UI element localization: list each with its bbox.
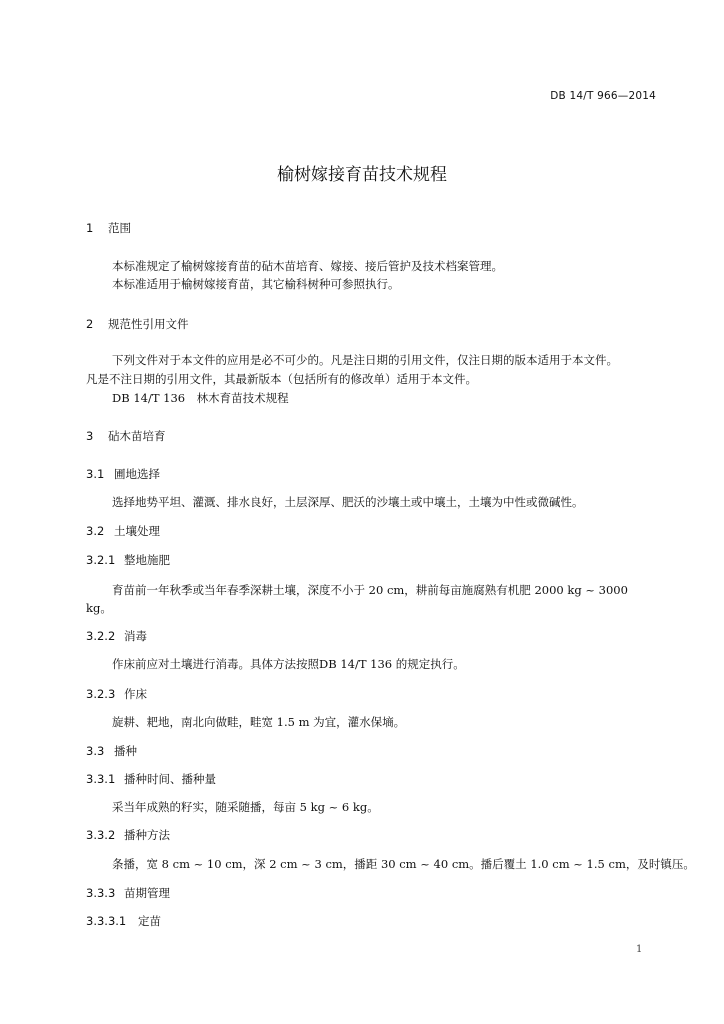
paragraph: 育苗前一年秋季或当年春季深耕土壤，深度不小于 20 cm，耕前每亩施腐熟有机肥 2000 kg ~ 3000 (112, 583, 628, 597)
section-3-2-heading (86, 523, 160, 539)
section-number: 3.3.1 (86, 772, 116, 786)
section-number: 3 (86, 429, 94, 443)
section-number: 3.1 (86, 467, 105, 481)
section-3-2-1-heading (86, 552, 170, 568)
section-number: 3.3.2 (86, 828, 116, 842)
section-title: 土壤处理 (114, 524, 160, 538)
section-2-heading (86, 316, 189, 332)
paragraph: 选择地势平坦、灌溉、排水良好，土层深厚、肥沃的沙壤土或中壤土，土壤为中性或微碱性。 (112, 495, 584, 509)
section-title: 范围 (108, 221, 131, 235)
section-title: 作床 (124, 687, 147, 701)
paragraph: 作床前应对土壤进行消毒。具体方法按照DB 14/T 136 的规定执行。 (112, 657, 465, 671)
paragraph: 本标准适用于榆树嫁接育苗，其它榆科树种可参照执行。 (112, 277, 400, 291)
section-3-2-2-heading (86, 628, 147, 644)
section-title: 播种时间、播种量 (124, 772, 216, 786)
section-title: 播种方法 (124, 828, 170, 842)
section-number: 3.2.3 (86, 687, 116, 701)
section-number: 3.3.3 (86, 886, 116, 900)
paragraph: 旋耕、耙地，南北向做畦，畦宽 1.5 m 为宜，灌水保墒。 (112, 715, 406, 729)
normative-reference: DB 14/T 136 林木育苗技术规程 (112, 391, 289, 405)
paragraph: kg。 (86, 601, 112, 615)
section-3-3-2-heading (86, 827, 170, 843)
page-number: 1 (636, 944, 643, 955)
section-number: 2 (86, 317, 94, 331)
section-title: 消毒 (124, 629, 147, 643)
paragraph: 条播，宽 8 cm ~ 10 cm，深 2 cm ~ 3 cm，播距 30 cm ~ 40 cm。播后覆土 1.0 cm ~ 1.5 cm，及时镇压。 (112, 857, 695, 871)
section-3-heading (86, 428, 166, 444)
section-3-3-3-1-heading (86, 913, 161, 929)
section-3-3-1-heading (86, 771, 216, 787)
section-3-3-3-heading (86, 885, 170, 901)
section-number: 1 (86, 221, 94, 235)
section-3-3-heading (86, 743, 137, 759)
paragraph: 凡是不注日期的引用文件，其最新版本（包括所有的修改单）适用于本文件。 (86, 372, 477, 386)
section-3-2-3-heading (86, 686, 147, 702)
section-title: 规范性引用文件 (108, 317, 189, 331)
section-title: 播种 (114, 744, 137, 758)
section-number: 3.2.1 (86, 553, 116, 567)
page-title: 榆树嫁接育苗技术规程 (277, 165, 447, 185)
standard-code: DB 14/T 966—2014 (550, 90, 656, 102)
paragraph: 下列文件对于本文件的应用是必不可少的。凡是注日期的引用文件，仅注日期的版本适用于本文件。 (112, 353, 618, 367)
section-title: 砧木苗培育 (108, 429, 166, 443)
section-number: 3.3.3.1 (86, 914, 127, 928)
section-number: 3.2 (86, 524, 105, 538)
section-number: 3.2.2 (86, 629, 116, 643)
section-title: 定苗 (138, 914, 161, 928)
section-title: 圃地选择 (114, 467, 160, 481)
section-3-1-heading (86, 466, 160, 482)
section-title: 苗期管理 (124, 886, 170, 900)
paragraph: 本标准规定了榆树嫁接育苗的砧木苗培育、嫁接、接后管护及技术档案管理。 (112, 259, 503, 273)
section-1-heading (86, 220, 131, 236)
section-title: 整地施肥 (124, 553, 170, 567)
paragraph: 采当年成熟的籽实，随采随播，每亩 5 kg ~ 6 kg。 (112, 800, 379, 814)
section-number: 3.3 (86, 744, 105, 758)
